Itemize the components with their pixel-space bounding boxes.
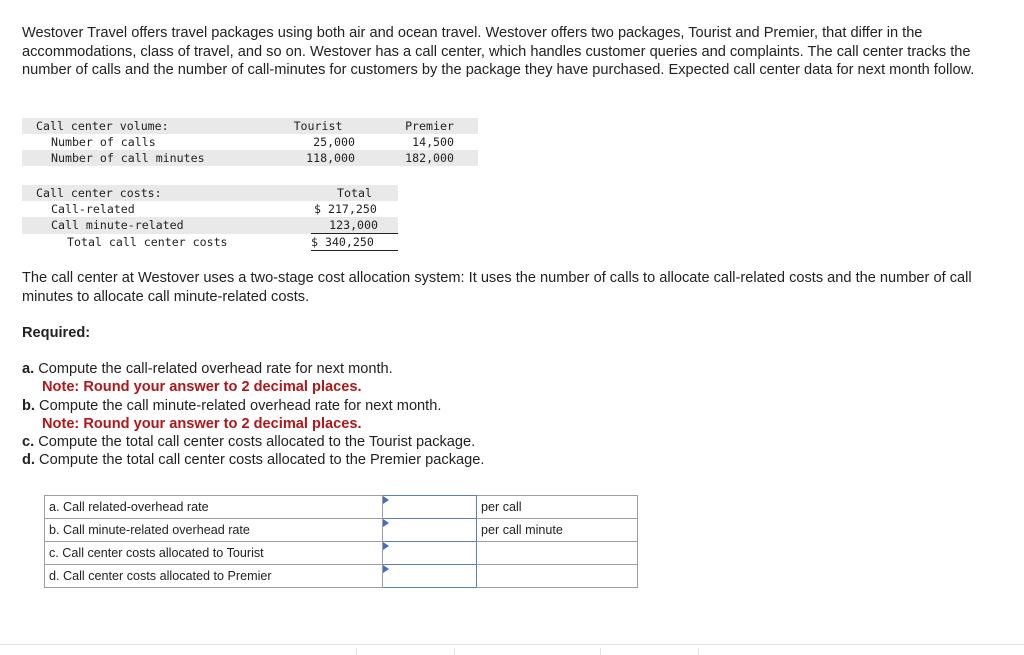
answer-unit: per call	[477, 496, 638, 519]
rounding-note: Note: Round your answer to 2 decimal places.	[42, 379, 362, 396]
input-flag-icon	[383, 496, 389, 504]
call-related-rate-input[interactable]	[383, 497, 476, 518]
input-flag-icon	[383, 565, 389, 573]
total-column-header: Total	[311, 185, 398, 201]
answer-unit	[477, 565, 638, 588]
costs-table	[22, 185, 398, 251]
costs-row-label: Call-related	[51, 202, 135, 216]
input-flag-icon	[383, 542, 389, 550]
question-list	[22, 360, 484, 470]
answer-unit	[477, 542, 638, 565]
bottom-divider	[0, 644, 1024, 645]
answer-label: a. Call related-overhead rate	[45, 496, 383, 519]
answer-row	[45, 496, 638, 519]
tourist-column-header: Tourist	[281, 118, 355, 134]
answer-row	[45, 519, 638, 542]
costs-total-label: Total call center costs	[67, 235, 228, 249]
costs-row-value: 123,000	[311, 217, 398, 234]
question-item: d. Compute the total call center costs allocated to the Premier package.	[22, 452, 485, 469]
required-heading: Required:	[22, 325, 91, 341]
volume-premier-value: 182,000	[381, 150, 478, 166]
tourist-allocation-input[interactable]	[383, 543, 476, 564]
answer-row	[45, 542, 638, 565]
premier-column-header: Premier	[381, 118, 478, 134]
costs-row-label: Call minute-related	[36, 217, 311, 234]
volume-premier-value: 14,500	[412, 135, 454, 149]
answer-label: d. Call center costs allocated to Premier	[45, 565, 383, 588]
answer-unit: per call minute	[477, 519, 638, 542]
question-item: b. Compute the call minute-related overhead rate for next month.	[22, 397, 442, 414]
answer-label: b. Call minute-related overhead rate	[45, 519, 383, 542]
costs-total-value: $ 340,250	[311, 234, 398, 251]
premier-allocation-input[interactable]	[383, 566, 476, 587]
allocation-paragraph: The call center at Westover uses a two-stage cost allocation system: It uses the number of calls to allocate call-related costs and the number of call minutes to allocate call minute-related costs.	[22, 270, 972, 305]
volume-row-label: Number of calls	[51, 135, 156, 149]
volume-tourist-value: 25,000	[313, 135, 355, 149]
question-item: a. Compute the call-related overhead rate for next month.	[22, 361, 393, 377]
input-flag-icon	[383, 519, 389, 527]
answer-label: c. Call center costs allocated to Tourist	[45, 542, 383, 565]
volume-tourist-value: 118,000	[281, 150, 355, 166]
volume-header: Call center volume:	[36, 118, 281, 134]
question-item: c. Compute the total call center costs allocated to the Tourist package.	[22, 434, 476, 451]
volume-table	[22, 118, 478, 166]
costs-row-value: $ 217,250	[311, 201, 398, 217]
rounding-note: Note: Round your answer to 2 decimal places.	[42, 415, 362, 432]
intro-paragraph: Westover Travel offers travel packages using both air and ocean travel. Westover offers two packages, Tourist and Premier, that differ in the accommodations, class of travel, and so on. Westover has a call center, which handles customer queries and complaints. The call center tracks the number of calls and the number of call-minutes for customers by the package they have purchased. Expected call center data for next month follow.	[22, 25, 975, 79]
volume-row-label: Number of call minutes	[36, 150, 281, 166]
call-minute-rate-input[interactable]	[383, 520, 476, 541]
answer-table	[44, 495, 638, 588]
costs-header: Call center costs:	[36, 185, 311, 201]
answer-row	[45, 565, 638, 588]
